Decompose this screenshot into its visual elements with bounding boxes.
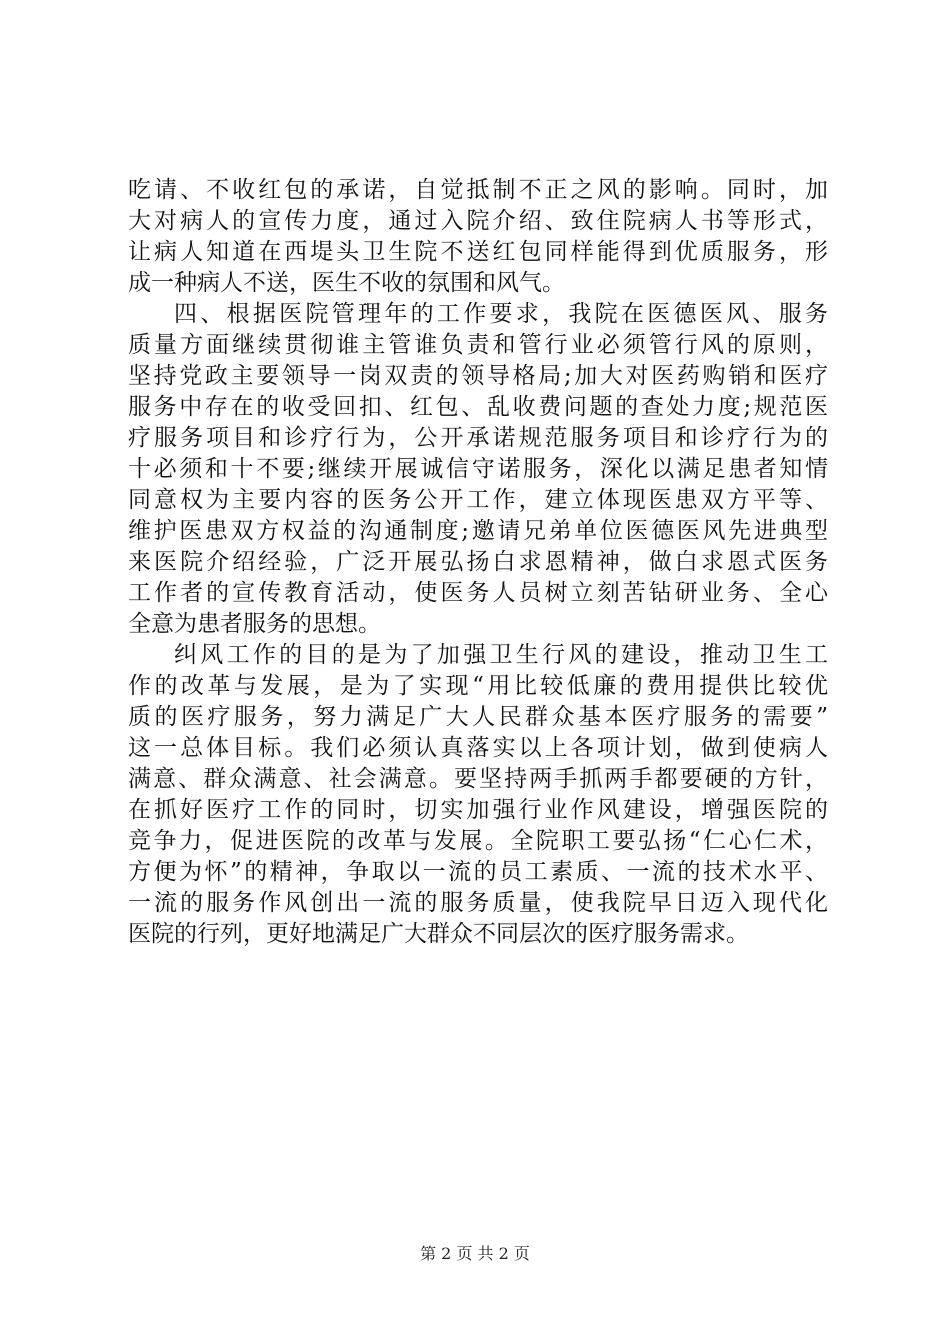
text-line: 维护医患双方权益的沟通制度;邀请兄弟单位医德医风先进典型 <box>128 518 828 544</box>
text-line: 四、根据医院管理年的工作要求，我院在医德医风、服务 <box>174 301 828 327</box>
text-line: 方便为怀”的精神，争取以一流的员工素质、一流的技术水平、 <box>128 859 828 885</box>
text-line: 让病人知道在西堤头卫生院不送红包同样能得到优质服务，形 <box>128 239 828 265</box>
text-line: 质量方面继续贯彻谁主管谁负责和管行业必须管行风的原则， <box>128 332 828 358</box>
text-line: 吃请、不收红包的承诺，自觉抵制不正之风的影响。同时，加 <box>128 177 828 203</box>
text-line: 质的医疗服务，努力满足广大人民群众基本医疗服务的需要” <box>128 704 828 730</box>
text-line: 同意权为主要内容的医务公开工作，建立体现医患双方平等、 <box>128 487 828 513</box>
text-line: 来医院介绍经验，广泛开展弘扬白求恩精神，做白求恩式医务 <box>128 549 828 575</box>
text-line: 满意、群众满意、社会满意。要坚持两手抓两手都要硬的方针， <box>128 766 828 792</box>
text-line: 大对病人的宣传力度，通过入院介绍、致住院病人书等形式， <box>128 208 828 234</box>
text-line: 一流的服务作风创出一流的服务质量，使我院早日迈入现代化 <box>128 890 828 916</box>
text-line: 在抓好医疗工作的同时，切实加强行业作风建设，增强医院的 <box>128 797 828 823</box>
text-line: 疗服务项目和诊疗行为，公开承诺规范服务项目和诊疗行为的 <box>128 425 828 451</box>
text-line: 竞争力，促进医院的改革与发展。全院职工要弘扬“仁心仁术， <box>128 828 828 854</box>
text-line: 医院的行列，更好地满足广大群众不同层次的医疗服务需求。 <box>128 921 749 947</box>
text-line: 纠风工作的目的是为了加强卫生行风的建设，推动卫生工 <box>174 642 828 668</box>
text-line: 作的改革与发展，是为了实现“用比较低廉的费用提供比较优 <box>128 673 828 699</box>
text-line: 工作者的宣传教育活动，使医务人员树立刻苦钻研业务、全心 <box>128 580 828 606</box>
text-line: 全意为患者服务的思想。 <box>128 611 381 637</box>
text-line: 这一总体目标。我们必须认真落实以上各项计划，做到使病人 <box>128 735 828 761</box>
text-line: 坚持党政主要领导一岗双责的领导格局;加大对医药购销和医疗 <box>128 363 828 389</box>
text-line: 成一种病人不送，医生不收的氛围和风气。 <box>128 270 565 296</box>
document-body <box>128 175 828 950</box>
text-line: 服务中存在的收受回扣、红包、乱收费问题的查处力度;规范医 <box>128 394 828 420</box>
page-footer: 第 2 页 共 2 页 <box>420 1244 530 1263</box>
text-line: 十必须和十不要;继续开展诚信守诺服务，深化以满足患者知情 <box>128 456 828 482</box>
